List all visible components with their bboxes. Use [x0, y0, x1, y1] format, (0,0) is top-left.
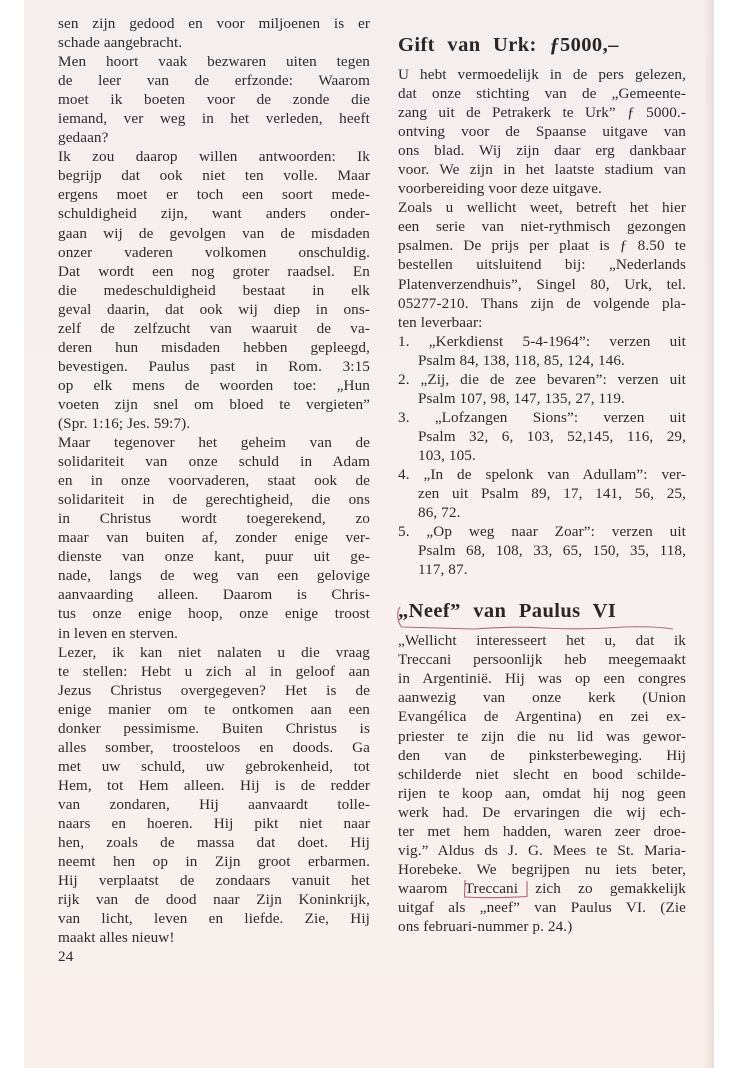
paragraph [58, 643, 370, 948]
page-edge-shadow [704, 0, 714, 1068]
text-line: Zoals u wellicht weet, betreft het hier [398, 199, 686, 217]
text-line: tus onze enige hoop, onze enige troost [58, 605, 370, 623]
text-line: Psalm 107, 98, 147, 135, 27, 119. [418, 389, 625, 407]
text-line: de leer van de erfzonde: Waarom [58, 72, 370, 90]
text-line: donker pessimisme. Buiten Christus is [58, 719, 370, 737]
text-line: Platenverzendhuis”, Singel 80, Urk, tel. [398, 275, 686, 293]
record-list-item [398, 370, 686, 408]
text-line: een serie van niet-rythmisch gezongen [398, 218, 686, 236]
text-line: Evangélica de Argentina) en zei ex- [398, 708, 686, 726]
text-line: rijen te koop aan, omdat hij nog geen [398, 784, 686, 802]
heading-text: „Neef” van Paulus VI [398, 600, 617, 623]
text-line: in Argentinië. Hij was op een congres [398, 670, 686, 688]
article-body-neef-van-paulus [398, 631, 686, 936]
text-line: solidariteit in de gerechtigheid, die ons [58, 491, 370, 509]
text-line: rijk van de dood naar Zijn Koninkrijk, [58, 891, 370, 909]
text-line: werk had. De ervaringen die wij ech- [398, 803, 686, 821]
text-line: U hebt vermoedelijk in de pers gelezen, [398, 66, 686, 83]
paragraph [58, 52, 370, 147]
text-line: bevestigen. Paulus past in Rom. 3:15 [58, 357, 370, 375]
text-line: hen, zoals de massa dat doet. Hij [58, 834, 370, 852]
text-line: Dat wordt een nog groter raadsel. En [58, 262, 370, 280]
pen-boxed-word [465, 879, 518, 898]
text-line: ons februari-nummer p. 24.) [398, 917, 573, 935]
text-line: gaan wij de gevolgen van de misdaden [58, 224, 370, 242]
record-list-item [398, 332, 686, 370]
paragraph [58, 147, 370, 433]
paragraph [398, 65, 686, 198]
text-line: Treccani persoonlijk heb meegemaakt [398, 651, 686, 669]
text-line: Men hoort vaak bezwaren uiten tegen [58, 53, 370, 71]
text-line: voor. We zijn in het laatste stadium van [398, 161, 686, 179]
text-line: „Wellicht interesseert het u, dat ik [398, 632, 686, 650]
text-line: 3. „Lofzangen Sions”: verzen uit [398, 408, 686, 426]
record-list-item [398, 408, 686, 465]
text-line: priester te zijn die nu lid was gewor- [398, 727, 686, 745]
text-line: 86, 72. [418, 504, 461, 522]
text-line: schilderde niet slecht en bood schilde- [398, 765, 686, 783]
text-line: Jezus Christus overgegeven? Het is de [58, 681, 370, 699]
text-line: enige manier om te ontkomen aan een [58, 700, 370, 718]
text-line: sen zijn gedood en voor miljoenen is er [58, 15, 370, 32]
text-line: psalmen. De prijs per plaat is ƒ 8.50 te [398, 237, 686, 255]
text-line: te stellen: Hebt u zich al in geloof aan [58, 662, 370, 680]
text-line: ergens moet er toch een soort mede- [58, 186, 370, 204]
text-line: den van de pinksterbeweging. Hij [398, 746, 686, 764]
text-line: onzer vaderen volkomen onschuldig. [58, 243, 370, 261]
text-line: (Spr. 1:16; Jes. 59:7). [58, 414, 191, 432]
text-line: in leven en sterven. [58, 624, 179, 642]
text-line: Hij verplaatst de zondaars vanuit het [58, 872, 370, 890]
text-line: uitgaf als „neef” van Paulus VI. (Zie [398, 898, 686, 916]
text-line: Maar tegenover het geheim van de [58, 434, 370, 452]
text-line: en in onze voorvaderen, staat ook de [58, 472, 370, 490]
pen-box-annotation [463, 878, 529, 899]
text-line: 5. „Op weg naar Zoar”: verzen uit [398, 523, 686, 541]
text-line: 117, 87. [418, 561, 468, 579]
page-number: 24 [58, 948, 74, 966]
text-line: schuldigheid zijn, want anders onder- [58, 205, 370, 223]
heading-amount: 5000,– [559, 34, 619, 56]
text-fragment: zich zo gemakkelijk [518, 879, 686, 897]
text-line: gedaan? [58, 129, 109, 147]
right-column [398, 14, 686, 936]
text-line: voeten zijn snel om bloed te vergieten” [58, 395, 370, 413]
text-line: op elk mens de woorden toe: „Hun [58, 376, 370, 394]
text-line: bestellen uitsluitend bij: „Nederlands [398, 256, 686, 274]
text-line: geval daarin, dat ook wij diep in ons- [58, 300, 370, 318]
text-line-with-annotation [398, 879, 686, 898]
text-line: alles somber, troosteloos en doods. Ga [58, 738, 370, 756]
heading-text: Gift van Urk: [398, 34, 537, 56]
text-line: ontving voor de Spaanse uitgave van [398, 123, 686, 141]
text-line: maar van buiten af, zonder enige ver- [58, 529, 370, 547]
text-line: voorbereiding voor deze uitgave. [398, 180, 602, 198]
paragraph [58, 433, 370, 643]
text-line: iemand, ver weg in het verleden, heeft [58, 110, 370, 128]
record-list [398, 332, 686, 580]
text-line: naars en hoeren. Hij pikt niet naar [58, 814, 370, 832]
text-line: schade aangebracht. [58, 34, 183, 52]
magazine-page [24, 0, 714, 1068]
text-line: in Christus wordt toegerekend, zo [58, 510, 370, 528]
text-line: 103, 105. [418, 446, 476, 464]
record-list-item [398, 522, 686, 579]
text-line: maakt alles nieuw! [58, 929, 175, 947]
text-line: aanvaarding alleen. Daarom is Chris- [58, 586, 370, 604]
article-heading-neef-van-paulus [398, 599, 686, 623]
text-line: 05277-210. Thans zijn de volgende pla- [398, 294, 686, 312]
text-line: van zondaren, Hij aanvaardt tolle- [58, 795, 370, 813]
guilder-sign: ƒ [549, 34, 560, 56]
text-line: 4. „In de spelonk van Adullam”: ver- [398, 465, 686, 483]
text-line: vig.” Aldus ds J. G. Mees te St. Maria- [398, 841, 686, 859]
text-line: van licht, leven en liefde. Zie, Hij [58, 910, 370, 928]
text-line: ten leverbaar: [398, 313, 483, 331]
text-fragment: waarom [398, 879, 465, 897]
text-line: Psalm 84, 138, 118, 85, 124, 146. [418, 351, 625, 369]
text-line: Psalm 68, 108, 33, 65, 150, 35, 118, [418, 542, 686, 560]
article-body-gift-van-urk [398, 65, 686, 332]
text-line: Lezer, ik kan niet nalaten u die vraag [58, 643, 370, 661]
record-list-item [398, 465, 686, 522]
text-line: die medeschuldigheid bestaat in elk [58, 281, 370, 299]
text-line: Hem, tot Hem alleen. Hij is de redder [58, 776, 370, 794]
article-heading-gift-van-urk [398, 33, 686, 57]
text-line: Psalm 32, 6, 103, 52,145, 116, 29, [418, 427, 686, 445]
text-line: Horebeke. We begrijpen nu iets beter, [398, 860, 686, 878]
text-line: met uw schuld, uw gebrokenheid, tot [58, 757, 370, 775]
text-line: nade, langs de weg van een gelovige [58, 567, 370, 585]
marked-word-treccani: Treccani [464, 879, 519, 897]
text-line: ons blad. Wij zijn daar erg dankbaar [398, 142, 686, 160]
text-line: 2. „Zij, die de zee bevaren”: verzen uit [398, 370, 686, 388]
text-line: dat onze stichting van de „Gemeente- [398, 85, 686, 103]
paragraph [398, 198, 686, 331]
text-line: begrijp dat ook niet ten volle. Maar [58, 167, 370, 185]
text-line: solidariteit van onze schuld in Adam [58, 453, 370, 471]
paragraph [58, 14, 370, 52]
text-line: moet ik boeten voor de zonde die [58, 91, 370, 109]
text-line: zelf de zelfzucht van waaruit de va- [58, 319, 370, 337]
text-line: aanwezig van onze kerk (Union [398, 689, 686, 707]
text-line: zen uit Psalm 89, 17, 141, 56, 25, [418, 485, 686, 503]
text-line: zang uit de Petrakerk te Urk” ƒ 5000.- [398, 104, 686, 122]
left-column [58, 14, 370, 966]
text-line: ter met hem hadden, waren zeer droe- [398, 822, 686, 840]
text-line: deren hun misdaden hebben gepleegd, [58, 338, 370, 356]
text-line: 1. „Kerkdienst 5-4-1964”: verzen uit [398, 332, 686, 350]
text-line: neemt hen op in Zijn groot erbarmen. [58, 853, 370, 871]
text-line: dienste van onze kant, puur uit ge- [58, 548, 370, 566]
text-line: Ik zou daarop willen antwoorden: Ik [58, 148, 370, 166]
